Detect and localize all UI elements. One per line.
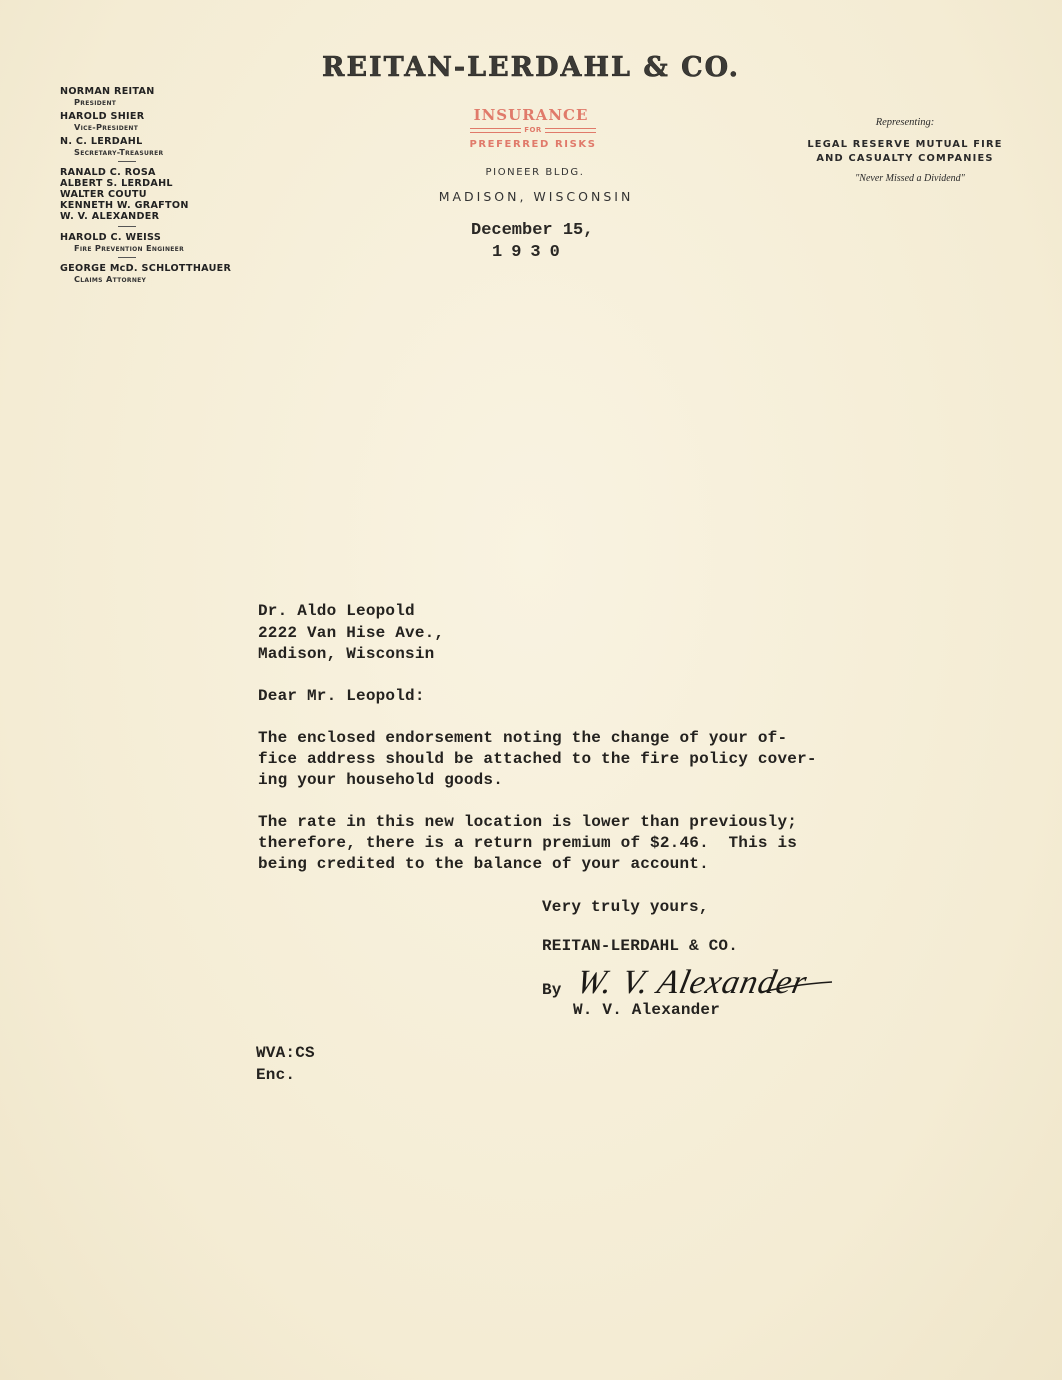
body-line: The rate in this new location is lower than previously; [258,813,798,831]
officer-name: HAROLD SHIER [60,111,145,122]
representing-line: LEGAL RESERVE MUTUAL FIRE [807,139,1003,150]
officer-title: Secretary-Treasurer [74,147,164,157]
engineer-title: Fire Prevention Engineer [74,243,184,253]
valediction: Very truly yours, [542,898,709,916]
engineer-name: HAROLD C. WEISS [60,232,162,243]
closing-company: REITAN-LERDAHL & CO. [542,937,739,955]
officer-name: N. C. LERDAHL [60,136,143,147]
for-label: FOR [524,126,542,134]
insurance-heading: INSURANCE [473,106,589,124]
recipient-name: Dr. Aldo Leopold [258,602,415,620]
recipient-street: 2222 Van Hise Ave., [258,624,445,642]
officer-title: Vice-President [74,122,139,132]
body-line: ing your household goods. [258,771,504,789]
divider [118,226,136,227]
reference-initials: WVA:CS [256,1044,315,1062]
staff-name: WALTER COUTU [60,189,147,200]
letter-date: December 15, [471,221,594,240]
staff-name: KENNETH W. GRAFTON [60,200,189,211]
divider [118,257,136,258]
handwritten-signature: W. V. Alexander [573,964,811,1001]
representing-label: Representing: [875,117,935,128]
divider [118,161,136,162]
building-address: PIONEER BLDG. [485,167,585,178]
attorney-title: Claims Attorney [74,274,147,284]
representing-line: AND CASUALTY COMPANIES [816,153,994,164]
body-line: therefore, there is a return premium of $2.46. This is [258,834,798,852]
attorney-name: GEORGE McD. SCHLOTTHAUER [60,263,232,274]
body-line: The enclosed endorsement noting the change of your of- [258,729,788,747]
officer-name: NORMAN REITAN [60,86,155,97]
staff-name: W. V. ALEXANDER [60,211,160,222]
preferred-risks: PREFERRED RISKS [469,139,597,150]
salutation: Dear Mr. Leopold: [258,687,425,705]
letter-year: 1930 [492,243,569,262]
for-rule [470,126,596,134]
enclosure-note: Enc. [256,1066,296,1084]
typed-signatory: W. V. Alexander [573,1001,721,1019]
city-address: MADISON, WISCONSIN [438,189,634,204]
officer-title: President [74,97,117,107]
staff-name: ALBERT S. LERDAHL [60,178,173,189]
staff-name: RANALD C. ROSA [60,167,156,178]
signature-flourish [760,978,835,998]
recipient-city: Madison, Wisconsin [258,645,435,663]
company-name: REITAN-LERDAHL & CO. [322,52,740,83]
body-line: fice address should be attached to the fire policy cover- [258,750,817,768]
company-motto: "Never Missed a Dividend" [855,173,965,184]
by-label: By [542,981,562,999]
body-line: being credited to the balance of your account. [258,855,709,873]
